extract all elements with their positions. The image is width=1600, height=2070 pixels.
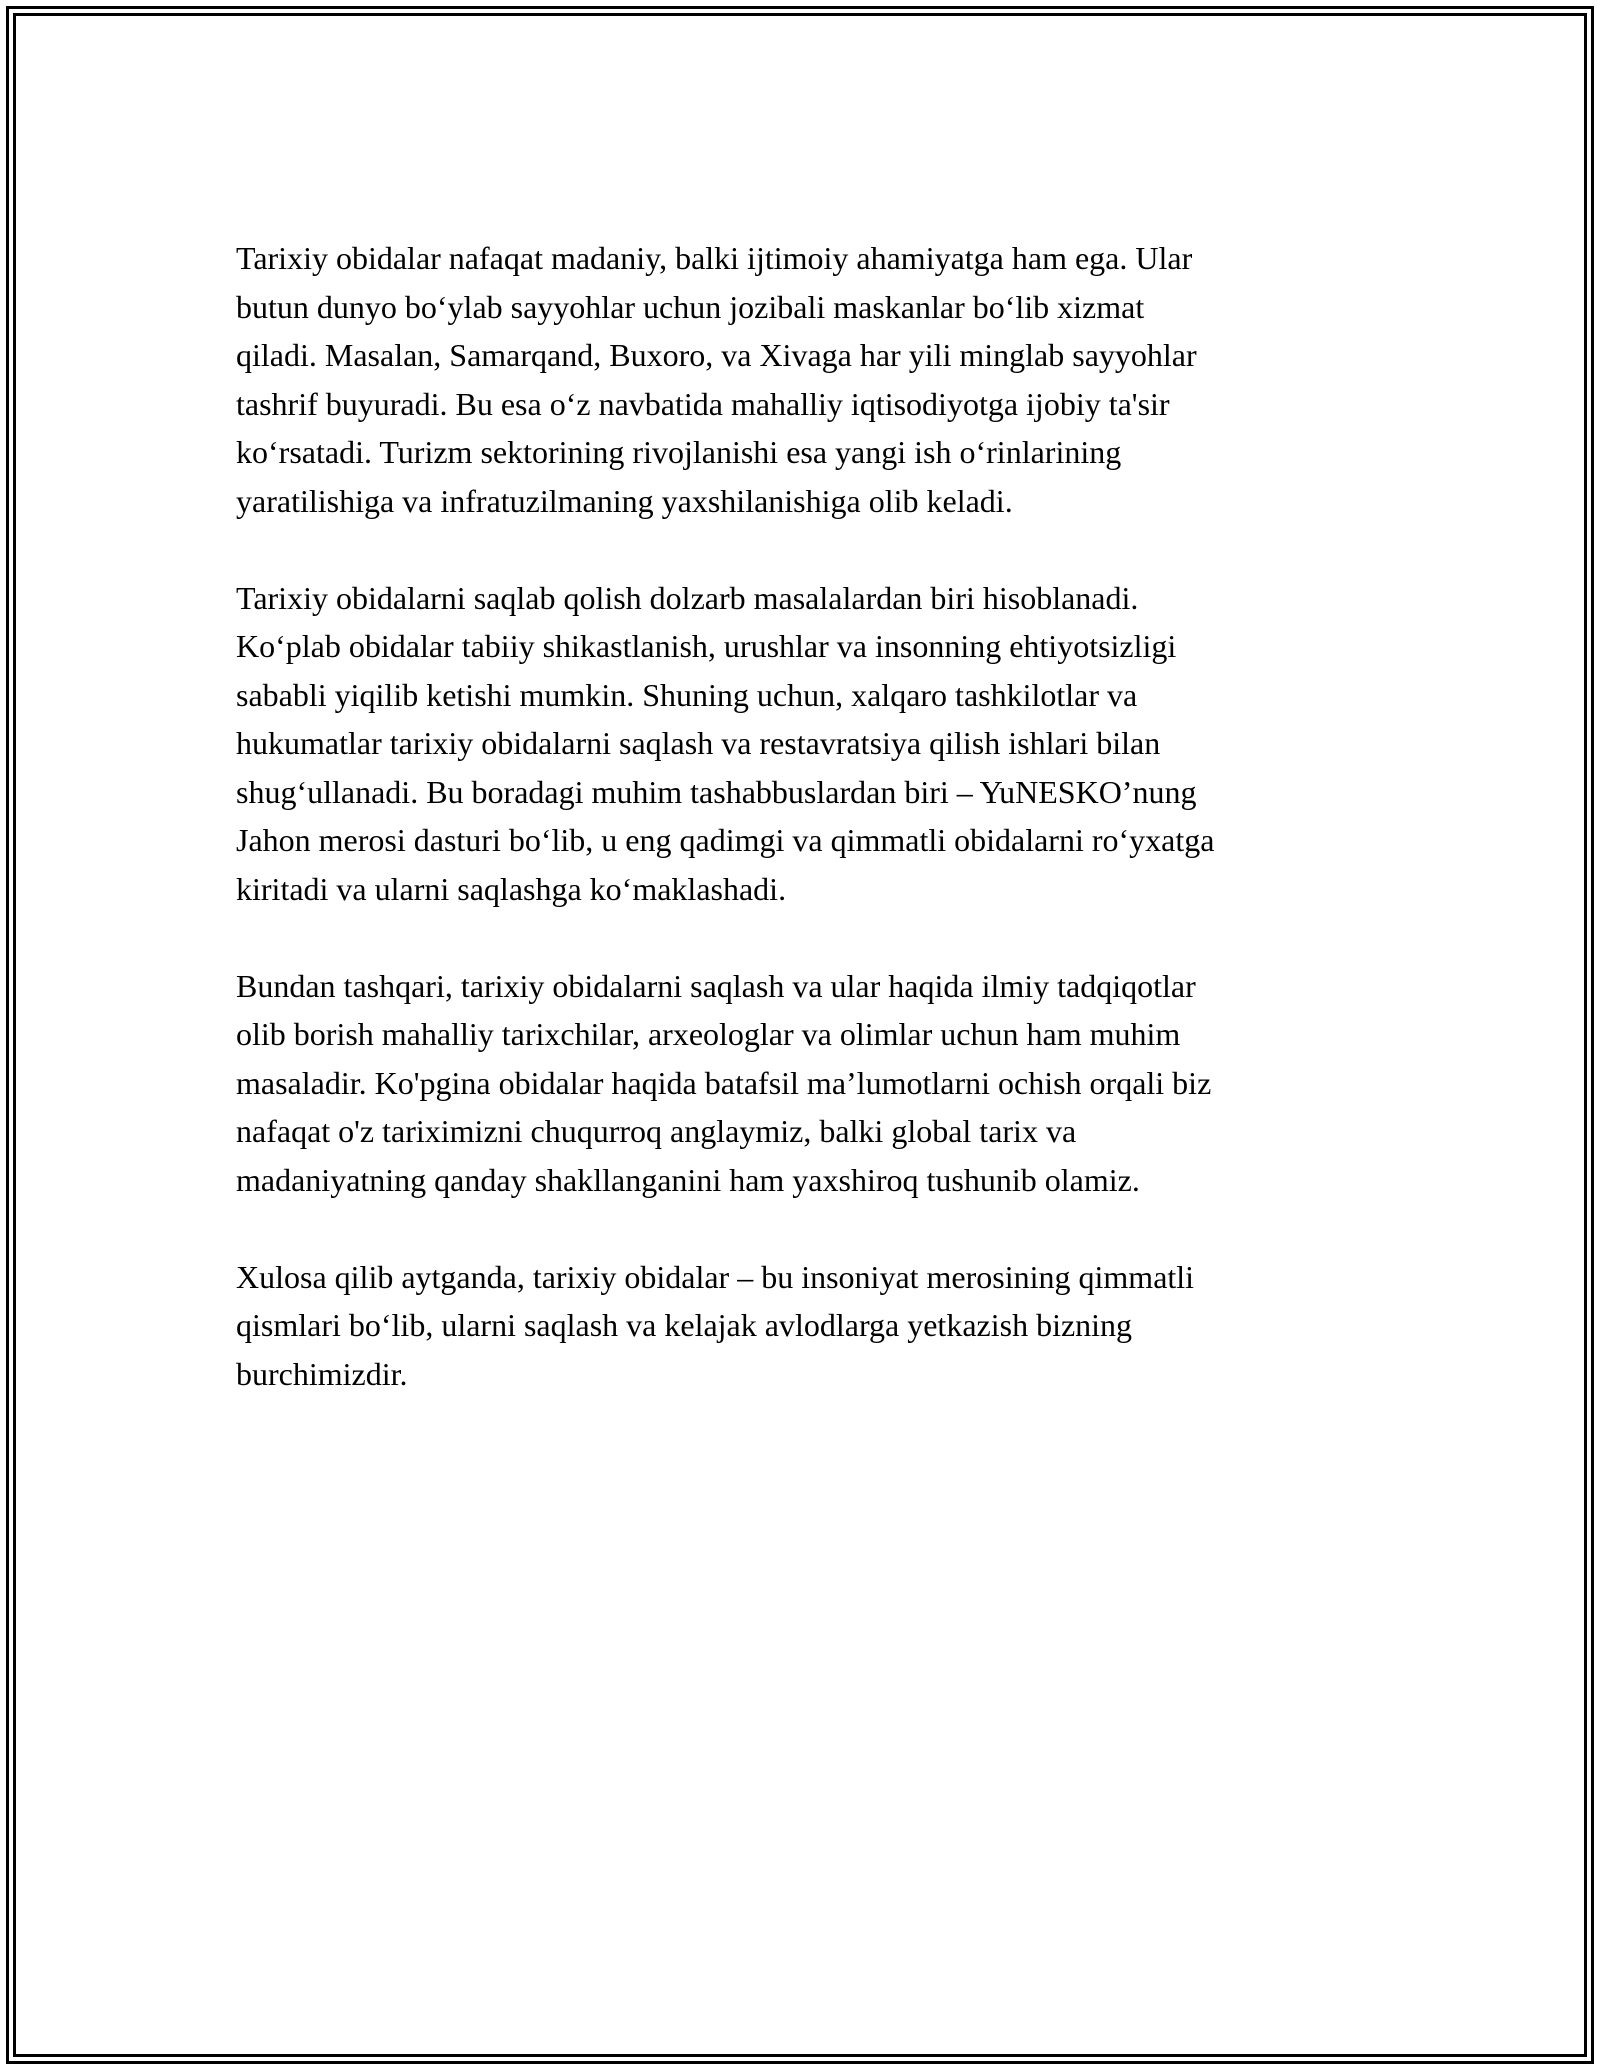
paragraph-4: Xulosa qilib aytganda, tarixiy obidalar – bu insoniyat merosining qimmatli qismlari bo‘lib, ularni saqlash va kelajak avlodlarga yetkazish bizning burchimizdir.	[236, 1258, 1195, 1392]
paragraph-3: Bundan tashqari, tarixiy obidalarni saqlash va ular haqida ilmiy tadqiqotlar olib borish mahalliy tarixchilar, arxeologlar va olimlar uchun ham muhim masaladir. Ko'pgina obidalar haqida batafsil ma’lumotlarni ochish orqali biz nafaqat o'z tariximizni chuqurroq anglaymiz, balki global tarix va madaniyatning qanday shakllanganini ham yaxshiroq tushunib olamiz.	[236, 967, 1212, 1198]
document-body	[236, 234, 1376, 1447]
paragraph-1: Tarixiy obidalar nafaqat madaniy, balki ijtimoiy ahamiyatga ham ega. Ular butun dunyo bo‘ylab sayyohlar uchun jozibali maskanlar bo‘lib xizmat qiladi. Masalan, Samarqand, Buxoro, va Xivaga har yili minglab sayyohlar tashrif buyuradi. Bu esa o‘z navbatida mahalliy iqtisodiyotga ijobiy ta'sir ko‘rsatadi. Turizm sektorining rivojlanishi esa yangi ish o‘rinlarining yaratilishiga va infratuzilmaning yaxshilanishiga olib keladi.	[236, 240, 1197, 519]
paragraph-2: Tarixiy obidalarni saqlab qolish dolzarb masalalardan biri hisoblanadi. Ko‘plab obidalar tabiiy shikastlanish, urushlar va insonning ehtiyotsizligi sababli yiqilib ketishi mumkin. Shuning uchun, xalqaro tashkilotlar va hukumatlar tarixiy obidalarni saqlash va restavratsiya qilish ishlari bilan shug‘ullanadi. Bu boradagi muhim tashabbuslardan biri – YuNESKO’nung Jahon merosi dasturi bo‘lib, u eng qadimgi va qimmatli obidalarni ro‘yxatga kiritadi va ularni saqlashga ko‘maklashadi.	[236, 579, 1215, 907]
